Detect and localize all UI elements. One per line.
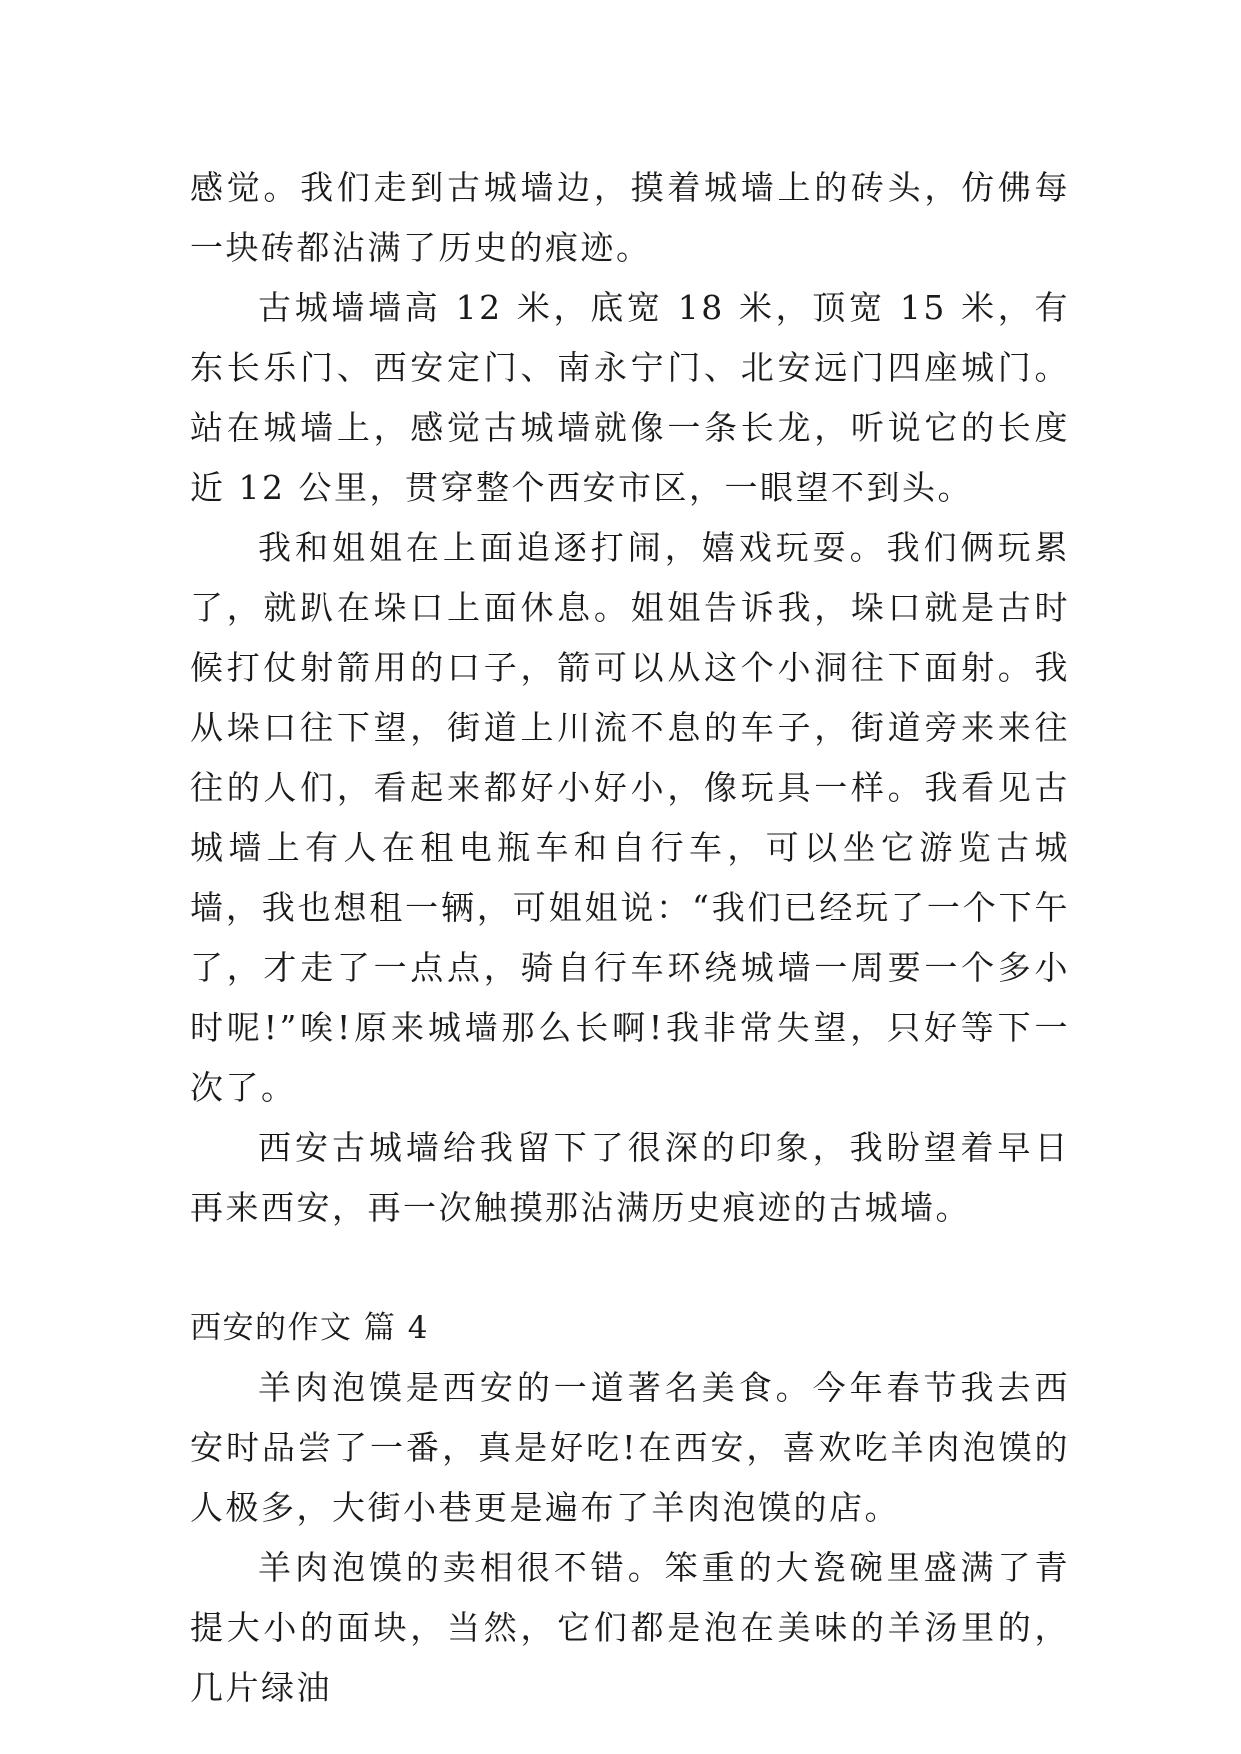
section-heading: 西安的作文 篇 4: [190, 1310, 429, 1346]
paragraph-paomo-appearance: 羊肉泡馍的卖相很不错。笨重的大瓷碗里盛满了青提大小的面块，当然，它们都是泡在美味的羊汤里的，几片绿油: [190, 1548, 1070, 1707]
paragraph-paomo-intro: 羊肉泡馍是西安的一道著名美食。今年春节我去西安时品尝了一番，真是好吃!在西安，喜欢吃羊肉泡馍的人极多，大街小巷更是遍布了羊肉泡馍的店。: [190, 1368, 1070, 1527]
paragraph-impression: 西安古城墙给我留下了很深的印象，我盼望着早日再来西安，再一次触摸那沾满历史痕迹的古城墙。: [190, 1128, 1070, 1227]
paragraph-city-wall-bricks: 感觉。我们走到古城墙边，摸着城墙上的砖头，仿佛每一块砖都沾满了历史的痕迹。: [190, 168, 1070, 267]
paragraph-city-wall-dimensions: 古城墙墙高 12 米，底宽 18 米，顶宽 15 米，有东长乐门、西安定门、南永宁门、北安远门四座城门。站在城墙上，感觉古城墙就像一条长龙，听说它的长度近 12 公里，贯穿整个西安市区，一眼望不到头。: [190, 288, 1070, 507]
section-spacer: [190, 1238, 1070, 1298]
paragraph-playing-on-wall: 我和姐姐在上面追逐打闹，嬉戏玩耍。我们俩玩累了，就趴在垛口上面休息。姐姐告诉我，垛口就是古时候打仗射箭用的口子，箭可以从这个小洞往下面射。我从垛口往下望，街道上川流不息的车子，街道旁来来往往的人们，看起来都好小好小，像玩具一样。我看见古城墙上有人在租电瓶车和自行车，可以坐它游览古城墙，我也想租一辆，可姐姐说：“我们已经玩了一个下午了，才走了一点点，骑自行车环绕城墙一周要一个多小时呢!”唉!原来城墙那么长啊!我非常失望，只好等下一次了。: [190, 528, 1070, 1107]
document-body: [190, 158, 1070, 1718]
